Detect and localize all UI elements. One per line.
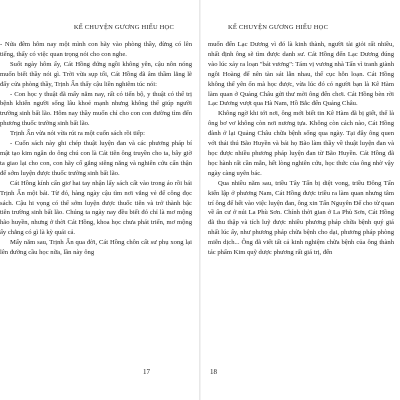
page-body [208,40,394,258]
page-number: 18 [210,368,217,376]
right-page [200,0,400,400]
page-number: 17 [143,368,150,376]
paragraph: - Nửa đêm hôm nay một mình con hãy vào phòng thầy, đừng có lên tiếng, thấy có việc quan trọng nói cho con nghe. [0,41,192,58]
paragraph: muốn đến Lạc Dương vì đó là kinh thành, người tài giỏi rất nhiều, nhất định ông sẽ tìm được danh sư. Cát Hồng đến Lạc Dương đúng vào lúc xảy ra loạn "bát vương": Tám vị vương nhà Tấn vì tranh giành ngôi Hoàng đế nên tàn sát lẫn nhau, thế cục hỗn loạn. Cát Hồng không thể yên ổn mà học được, vừa lúc đó có người bạn là Kê Hàm làm quan ở Quảng Châu gửi thư mời ông đến chơi. Cát Hồng bèn rời Lạc Dương vượt qua Hà Nam, Hồ Bắc đến Quảng Châu. [208,41,394,108]
paragraph: Qua nhiều năm sau, triều Tây Tấn bị diệt vong, triều Đông Tấn kiến lập ở phương Nam, Cát Hồng được triều ra làm quan nhưng tâm trí ông để hết vào việc luyện đan, ông xin Tấn Nguyên Đế cho từ quan về ẩn cư ở núi La Phù Sơn. Chính thời gian ở La Phù Sơn, Cát Hồng đã thu thập và tích luỹ được nhiều phương pháp chữa bệnh quý giá nhất lúc ấy, như phương pháp chữa bệnh cho dại, phương pháp phòng miễn dịch... Ông đã viết tất cả kinh nghiệm chữa bệnh của ông thành tác phẩm Kim quỹ dược phương rất giá trị, đến [208,179,394,257]
page-body [0,40,192,258]
paragraph: - Cuốn sách này ghi chép thuật luyện đan và các phương pháp bí mật tạo kim ngân do ông chú con là Cát tiên ông truyền cho ta, bây giờ ta giao lại cho con, con hãy cố gắng siêng năng và nghiên cứu cẩn thận để sớm luyện được thuốc trường sinh bất lão. [0,140,192,177]
running-header: KẾ CHUYỆN GƯƠNG HIẾU HỌC [73,24,174,31]
paragraph: Suốt ngày hôm ấy, Cát Hồng đứng ngồi không yên, cậu nôn nóng muốn biết thầy nói gì. Trời vừa sụp tối, Cát Hồng đã âm thầm lẳng lẽ đấy cửa phòng thầy, Trịnh Ẩn thấy cậu liền nghiêm túc nói: [0,60,192,88]
paragraph: Không ngờ khi tới nơi, ông mới biết tin Kê Hàm đã bị giết, thế là ông bơ vơ không còn nơi nương tựa. Không còn cách nào, Cát Hồng đành ở lại Quảng Châu chữa bệnh sống qua ngày. Tại đây ông quen với thái thú Bão Huyền và bái họ Bão làm thầy về thuật luyện đan và học được nhiều phương pháp luyện đan từ Bão Huyền. Cát Hồng đã học hành rất cần mẫn, hết lòng nghiên cứu, học thức của ông nhờ vậy ngày càng uyên bác. [208,110,394,177]
paragraph: Cát Hồng kính cẩn giơ hai tay nhận lấy sách cất vào trong áo rồi bái Trịnh Ẩn một bái. Từ đó, hàng ngày cậu tìm nơi vắng vẻ để công đọc sách. Cậu hi vọng có thể sớm luyện được thuốc tiên và trở thành bậc tiên trường sinh bất lão. Chúng ta ngày nay đều biết đó chỉ là mơ mộng hão huyền, nhưng ở thời Cát Hồng, khoa học chưa phát triển, mơ mộng ấy chẳng có gì là kỳ quái cả. [0,179,192,237]
paragraph: - Con học y thuật đã mấy năm nay, rất có tiến bộ, y thuật có thể trị bệnh khiến người sống lâu khoẻ mạnh nhưng không thể giúp người trường sinh bất lão. Hôm nay thầy muốn chỉ cho con con đường tìm đến phương thuốc trường sinh bất lão. [0,90,192,128]
running-header: KẾ CHUYỆN GƯƠNG HIẾU HỌC [228,24,329,31]
paragraph: Trịnh Ẩn vừa nói vừa rút ra một cuốn sách rồi tiếp: [10,130,145,138]
paragraph: Mấy năm sau, Trịnh Ẩn qua đời, Cát Hồng chôn cất sư phụ xong lại lên đường cầu học nữa, lần này ông [0,239,192,257]
